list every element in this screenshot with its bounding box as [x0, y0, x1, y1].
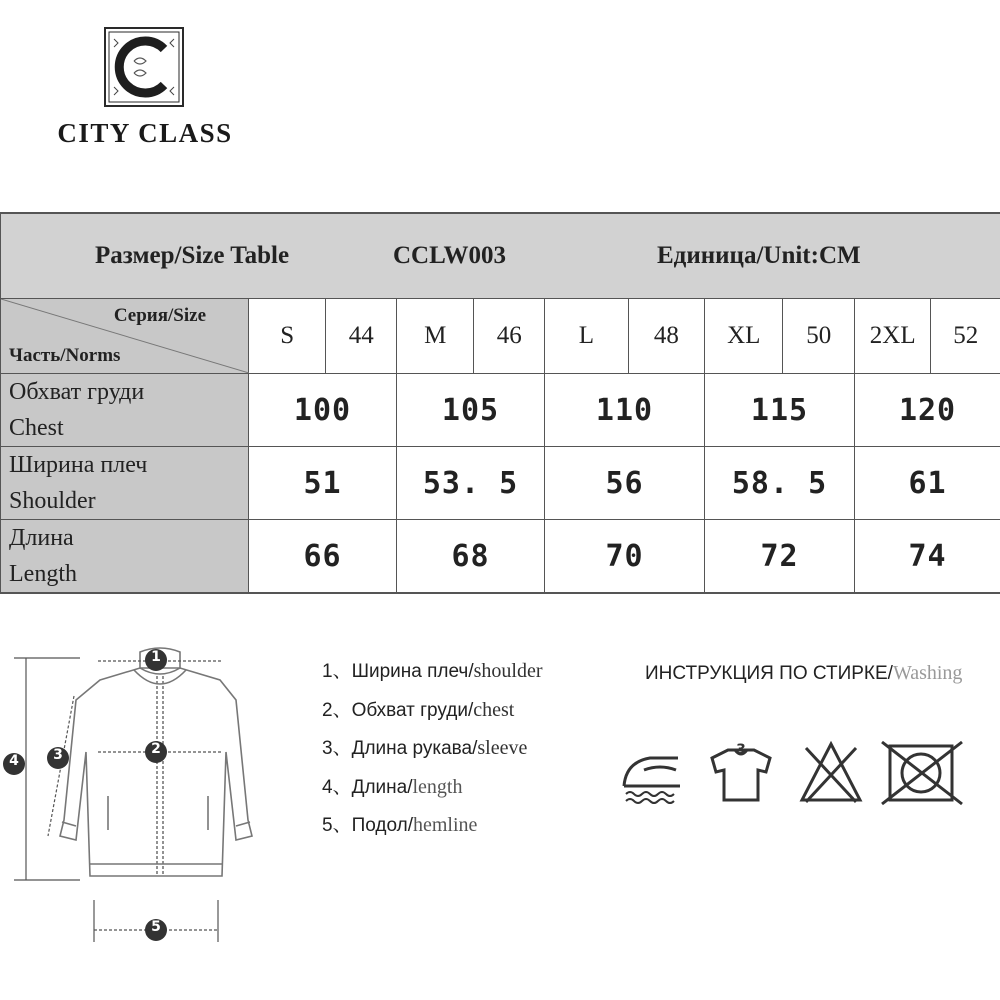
table-cell: 58. 5 — [705, 447, 855, 520]
hang-dry-icon — [708, 740, 774, 806]
legend-label-en: chest — [473, 698, 515, 721]
legend-label-en: hemline — [413, 814, 478, 836]
marker-4: 4 — [9, 753, 19, 769]
svg-text:3: 3 — [736, 742, 746, 758]
row-label — [1, 374, 249, 447]
size-code: L — [545, 299, 629, 373]
row-label-ru: Длина — [9, 525, 74, 551]
row-label-en: Shoulder — [9, 488, 96, 514]
table-cell: 56 — [545, 447, 705, 520]
brand-logo-icon — [104, 27, 184, 107]
row-label-ru: Ширина плеч — [9, 452, 148, 478]
table-cell: 100 — [249, 374, 397, 447]
size-number: 52 — [953, 322, 979, 349]
washing-title-ru: ИНСТРУКЦИЯ ПО СТИРКЕ/ — [645, 663, 893, 684]
legend-label-en: shoulder — [473, 660, 543, 682]
table-cell: 68 — [397, 520, 545, 594]
size-cell — [705, 299, 855, 374]
legend-label-ru: Подол/ — [351, 815, 413, 836]
do-not-tumble-dry-icon — [880, 740, 964, 806]
legend-label-en: length — [412, 775, 463, 798]
size-cell — [397, 299, 545, 374]
table-header — [1, 213, 1000, 299]
do-not-bleach-icon — [798, 740, 864, 806]
size-number: 50 — [806, 322, 832, 349]
row-label-en: Length — [9, 561, 77, 587]
table-cell: 110 — [545, 374, 705, 447]
size-number: 44 — [348, 322, 374, 349]
jacket-diagram — [0, 640, 300, 960]
legend-label-ru: Ширина плеч/ — [351, 661, 474, 682]
size-cell — [249, 299, 397, 374]
table-title: Размер/Size Table — [95, 242, 290, 269]
marker-3: 3 — [53, 747, 63, 763]
marker-1: 1 — [151, 649, 161, 665]
legend-number: 4、 — [322, 776, 352, 798]
table-cell: 70 — [545, 520, 705, 594]
size-code: M — [397, 299, 474, 373]
table-row — [1, 374, 1000, 447]
table-cell: 51 — [249, 447, 397, 520]
table-row — [1, 447, 1000, 520]
legend-label-ru: Обхват груди/ — [351, 699, 474, 721]
table-cell: 120 — [855, 374, 1000, 447]
iron-icon — [620, 740, 686, 806]
legend-number: 5、 — [322, 815, 352, 836]
list-item — [322, 733, 543, 772]
brand-logo — [104, 27, 184, 107]
row-label — [1, 520, 249, 594]
size-cell — [855, 299, 1000, 374]
size-code: XL — [705, 299, 783, 373]
unit-label: Единица/Unit:CM — [657, 242, 861, 269]
list-item — [322, 695, 543, 734]
jacket-outline-icon — [0, 640, 300, 960]
table-cell: 61 — [855, 447, 1000, 520]
table-row — [1, 520, 1000, 594]
list-item — [322, 810, 543, 849]
size-code: S — [249, 299, 326, 373]
corner-top-label: Серия/Size — [113, 305, 206, 326]
table-cell: 66 — [249, 520, 397, 594]
legend-label-en: sleeve — [477, 737, 528, 759]
corner-cell — [1, 299, 249, 374]
table-cell: 53. 5 — [397, 447, 545, 520]
legend-number: 2、 — [322, 699, 352, 721]
size-cell — [545, 299, 705, 374]
corner-bottom-label: Часть/Norms — [9, 345, 121, 366]
list-item — [322, 772, 543, 811]
row-label — [1, 447, 249, 520]
list-item — [322, 656, 543, 695]
model-code: CCLW003 — [393, 242, 506, 269]
row-label-en: Chest — [9, 415, 64, 441]
table-cell: 105 — [397, 374, 545, 447]
table-cell: 115 — [705, 374, 855, 447]
legend-number: 3、 — [322, 738, 352, 759]
table-cell: 72 — [705, 520, 855, 594]
marker-2: 2 — [151, 741, 161, 757]
size-code: 2XL — [855, 299, 931, 373]
washing-title — [645, 662, 962, 685]
washing-icons — [612, 740, 972, 820]
measurement-legend — [322, 656, 543, 849]
table-cell: 74 — [855, 520, 1000, 594]
legend-label-ru: Длина рукава/ — [351, 738, 478, 759]
legend-label-ru: Длина/ — [351, 776, 413, 798]
brand-name: CITY CLASS — [57, 118, 233, 148]
legend-number: 1、 — [322, 661, 352, 682]
washing-title-en: Washing — [892, 662, 963, 684]
size-number: 46 — [496, 322, 522, 349]
size-number: 48 — [653, 322, 679, 349]
size-table — [0, 212, 1000, 594]
marker-5: 5 — [151, 919, 161, 935]
row-label-ru: Обхват груди — [9, 379, 145, 405]
